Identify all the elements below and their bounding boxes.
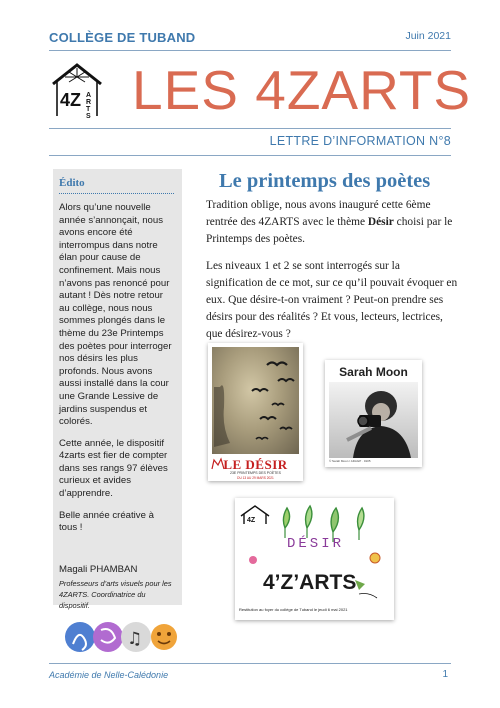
4zarts-word: 4’Z’ARTS	[263, 571, 357, 594]
page-number: 1	[442, 669, 448, 680]
edito-paragraph: Belle année créative à tous !	[59, 509, 154, 534]
title-divider	[49, 128, 451, 129]
sarah-moon-poster	[325, 360, 422, 467]
newsletter-title: LES 4ZARTS	[132, 59, 472, 121]
edito-heading: Édito	[59, 177, 174, 194]
article-body	[206, 197, 458, 353]
restitution-caption: Restitution au foyer du collège de Tuband le jeudi 6 mai 2021	[239, 607, 348, 612]
photographer-photo	[329, 382, 418, 458]
arts-masks-logo-icon	[63, 620, 178, 654]
top-divider	[49, 50, 451, 51]
dates-caption: DU 13 AU 29 MARS 2021	[237, 476, 274, 480]
svg-text:R: R	[86, 99, 92, 106]
photo-credit: © Sarah Moon / ADAGP · 0105	[329, 459, 371, 463]
printemps-caption: 23E PRINTEMPS DES POÈTES	[230, 471, 281, 475]
school-name: COLLÈGE DE TUBAND	[49, 30, 196, 45]
svg-text:A: A	[86, 92, 92, 99]
birds-photo	[212, 347, 299, 454]
desir-4zarts-poster	[235, 498, 394, 620]
newsletter-number: LETTRE D’INFORMATION N°8	[269, 134, 451, 148]
signature-name: Magali PHAMBAN	[59, 563, 138, 575]
issue-date: Juin 2021	[405, 30, 451, 42]
subtitle-divider	[49, 155, 451, 156]
svg-text:4Z: 4Z	[247, 517, 256, 524]
signature-role: Professeurs d’arts visuels pour les 4ZARTS. Coordinatrice du dispositif.	[59, 578, 172, 610]
photographer-icon	[329, 382, 418, 458]
article-paragraph: Tradition oblige, nous avons inauguré cette 6ème rentrée des 4ZARTS avec le thème Désir choisi par le Printemps des poètes.	[206, 199, 453, 246]
article-paragraph: Les niveaux 1 et 2 se sont interrogés sur la signification de ce mot, sur ce qu’il pouvait évoquer en eux. Que désire-t-on vraiment ? Peut-on prendre ses désirs pour des réalités ? Et vous, lecteurs, lectrices, que désirez-vous ?	[206, 259, 458, 341]
desir-word: DÉSIR	[287, 536, 345, 552]
plant-doodles-icon	[235, 498, 394, 620]
svg-text:♫: ♫	[127, 629, 143, 649]
svg-text:4Z: 4Z	[60, 90, 82, 110]
edito-paragraph: Cette année, le dispositif 4zarts est fier de compter dans ses rangs 97 élèves curieux et avides d’apprendre.	[59, 437, 168, 500]
article-title: Le printemps des poètes	[219, 170, 431, 192]
birds-icon	[212, 347, 299, 454]
le-desir-caption: LE DÉSIR	[223, 457, 288, 472]
academy-name: Académie de Nelle-Calédonie	[49, 670, 169, 680]
sarah-moon-title: Sarah Moon	[339, 365, 408, 379]
svg-text:T: T	[86, 106, 91, 113]
edito-paragraph: Alors qu’une nouvelle année s’annonçait, nous avons encore été interrompus dans notre élan pour cause de confinement. Mais nous n’avons pas renoncé pour autant ! Dès notre retour au collège, nous nous sommes plongés dans le thème du 23e Printemps des poètes pour interroger nos désirs les plus profonds. Nous avons aussi installé dans la cour une Grande Lessive de jardins suspendus et colorés.	[59, 202, 172, 428]
footer-divider	[49, 663, 451, 664]
svg-text:S: S	[86, 113, 91, 118]
le-desir-poster	[208, 343, 303, 481]
edito-sidebar	[53, 169, 182, 610]
4zarts-logo-icon	[51, 62, 103, 118]
